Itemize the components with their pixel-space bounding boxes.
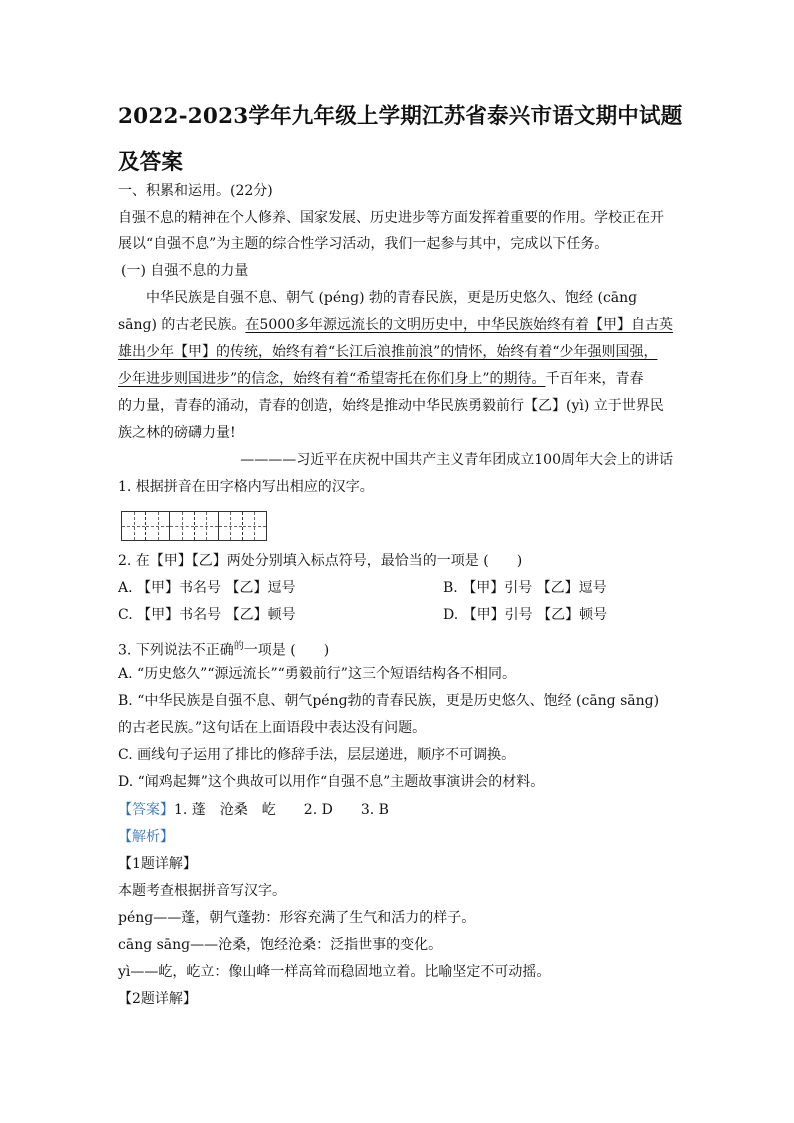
q3-stem-sup: 的 bbox=[233, 641, 244, 652]
part-heading: (一) 自强不息的力量 bbox=[121, 263, 249, 279]
answer-label: 【答案】 bbox=[118, 802, 174, 818]
question-3 bbox=[118, 637, 329, 661]
underlined-sentence: 在5000多年源远流长的文明历史中，中华民族始终有着【甲】自古英 bbox=[245, 317, 674, 333]
detail-1-line-2: pénɡ——蓬，朝气蓬勃：形容充满了生气和活力的样子。 bbox=[118, 910, 476, 926]
passage-line-2 bbox=[118, 315, 673, 335]
q3-option-a: A. “历史悠久”“源远流长”“勇毅前行”这三个短语结构各不相同。 bbox=[118, 666, 516, 682]
detail-1-line-1: 本题考查根据拼音写汉字。 bbox=[118, 883, 286, 899]
detail-1-line-4: yì——屹，屹立：像山峰一样高耸而稳固地立着。比喻坚定不可动摇。 bbox=[118, 964, 551, 980]
detail-1-line-3: cānɡ sānɡ——沧桑，饱经沧桑：泛指世事的变化。 bbox=[118, 937, 443, 953]
q3-option-d: D. “闻鸡起舞”这个典故可以用作“自强不息”主题故事演讲会的材料。 bbox=[118, 774, 545, 790]
answer-line bbox=[118, 800, 389, 820]
grid-cell[interactable] bbox=[122, 512, 146, 540]
tianzige-grid[interactable] bbox=[121, 511, 267, 541]
q3-option-c: C. 画线句子运用了排比的修辞手法，层层递进，顺序不可调换。 bbox=[118, 747, 516, 763]
grid-cell[interactable] bbox=[219, 512, 243, 540]
q2-option-c: C. 【甲】书名号 【乙】顿号 bbox=[118, 607, 296, 623]
intro-line-1: 自强不息的精神在个人修养、国家发展、历史进步等方面发挥着重要的作用。学校正在开 bbox=[118, 210, 664, 226]
passage-text: sānɡ) 的古老民族。 bbox=[118, 317, 246, 333]
question-1: 1. 根据拼音在田字格内写出相应的汉字。 bbox=[118, 479, 374, 495]
passage-line-6: 族之林的磅礴力量! bbox=[118, 425, 236, 441]
answer-text: 1. 蓬 沧桑 屹 2. D 3. B bbox=[174, 802, 389, 818]
passage-line-1: 中华民族是自强不息、朝气 (pénɡ) 勃的青春民族，更是历史悠久、饱经 (cānɡ bbox=[146, 290, 638, 306]
q2-option-b: B. 【甲】引号 【乙】逗号 bbox=[443, 580, 607, 596]
underlined-sentence-end: 少年进步则国进步”的信念，始终有着“希望寄托在你们身上”的期待。 bbox=[118, 371, 546, 387]
grid-cell[interactable] bbox=[146, 512, 170, 540]
passage-text: 千百年来，青春 bbox=[545, 371, 644, 387]
question-2: 2. 在【甲】【乙】两处分别填入标点符号，最恰当的一项是 ( ) bbox=[118, 553, 523, 569]
passage-source: ————习近平在庆祝中国共产主义青年团成立100周年大会上的讲话 bbox=[240, 452, 673, 468]
passage-line-5: 的力量，青春的涌动，青春的创造，始终是推动中华民族勇毅前行【乙】(yì) 立于世界民 bbox=[118, 398, 664, 414]
passage-line-3: 雄出少年【甲】的传统，始终有着“长江后浪推前浪”的情怀，始终有着“少年强则国强， bbox=[118, 344, 658, 360]
q3-option-b-line-1: B. “中华民族是自强不息、朝气pénɡ勃的青春民族，更是历史悠久、饱经 (cānɡ sānɡ) bbox=[118, 693, 660, 709]
detail-1-label: 【1题详解】 bbox=[118, 856, 197, 872]
q3-stem-end: 一项是 ( ) bbox=[243, 642, 330, 659]
detail-2-label: 【2题详解】 bbox=[118, 991, 197, 1007]
grid-cell[interactable] bbox=[195, 512, 219, 540]
q3-option-b-line-2: 的古老民族。”这句话在上面语段中表达没有问题。 bbox=[118, 720, 427, 736]
analysis-label: 【解析】 bbox=[118, 829, 174, 845]
q2-option-d: D. 【甲】引号 【乙】顿号 bbox=[443, 607, 608, 623]
grid-cell[interactable] bbox=[243, 512, 266, 540]
q3-stem: 3. 下列说法不正确 bbox=[118, 642, 234, 659]
section-heading: 一、积累和运用。(22分) bbox=[118, 183, 273, 199]
q2-option-a: A. 【甲】书名号 【乙】逗号 bbox=[118, 580, 296, 596]
document-title: 2022-2023学年九年级上学期江苏省泰兴市语文期中试题及答案 bbox=[118, 104, 683, 175]
grid-cell[interactable] bbox=[170, 512, 194, 540]
intro-line-2: 展以“自强不息”为主题的综合性学习活动，我们一起参与其中，完成以下任务。 bbox=[118, 236, 609, 252]
passage-line-4 bbox=[118, 369, 643, 389]
